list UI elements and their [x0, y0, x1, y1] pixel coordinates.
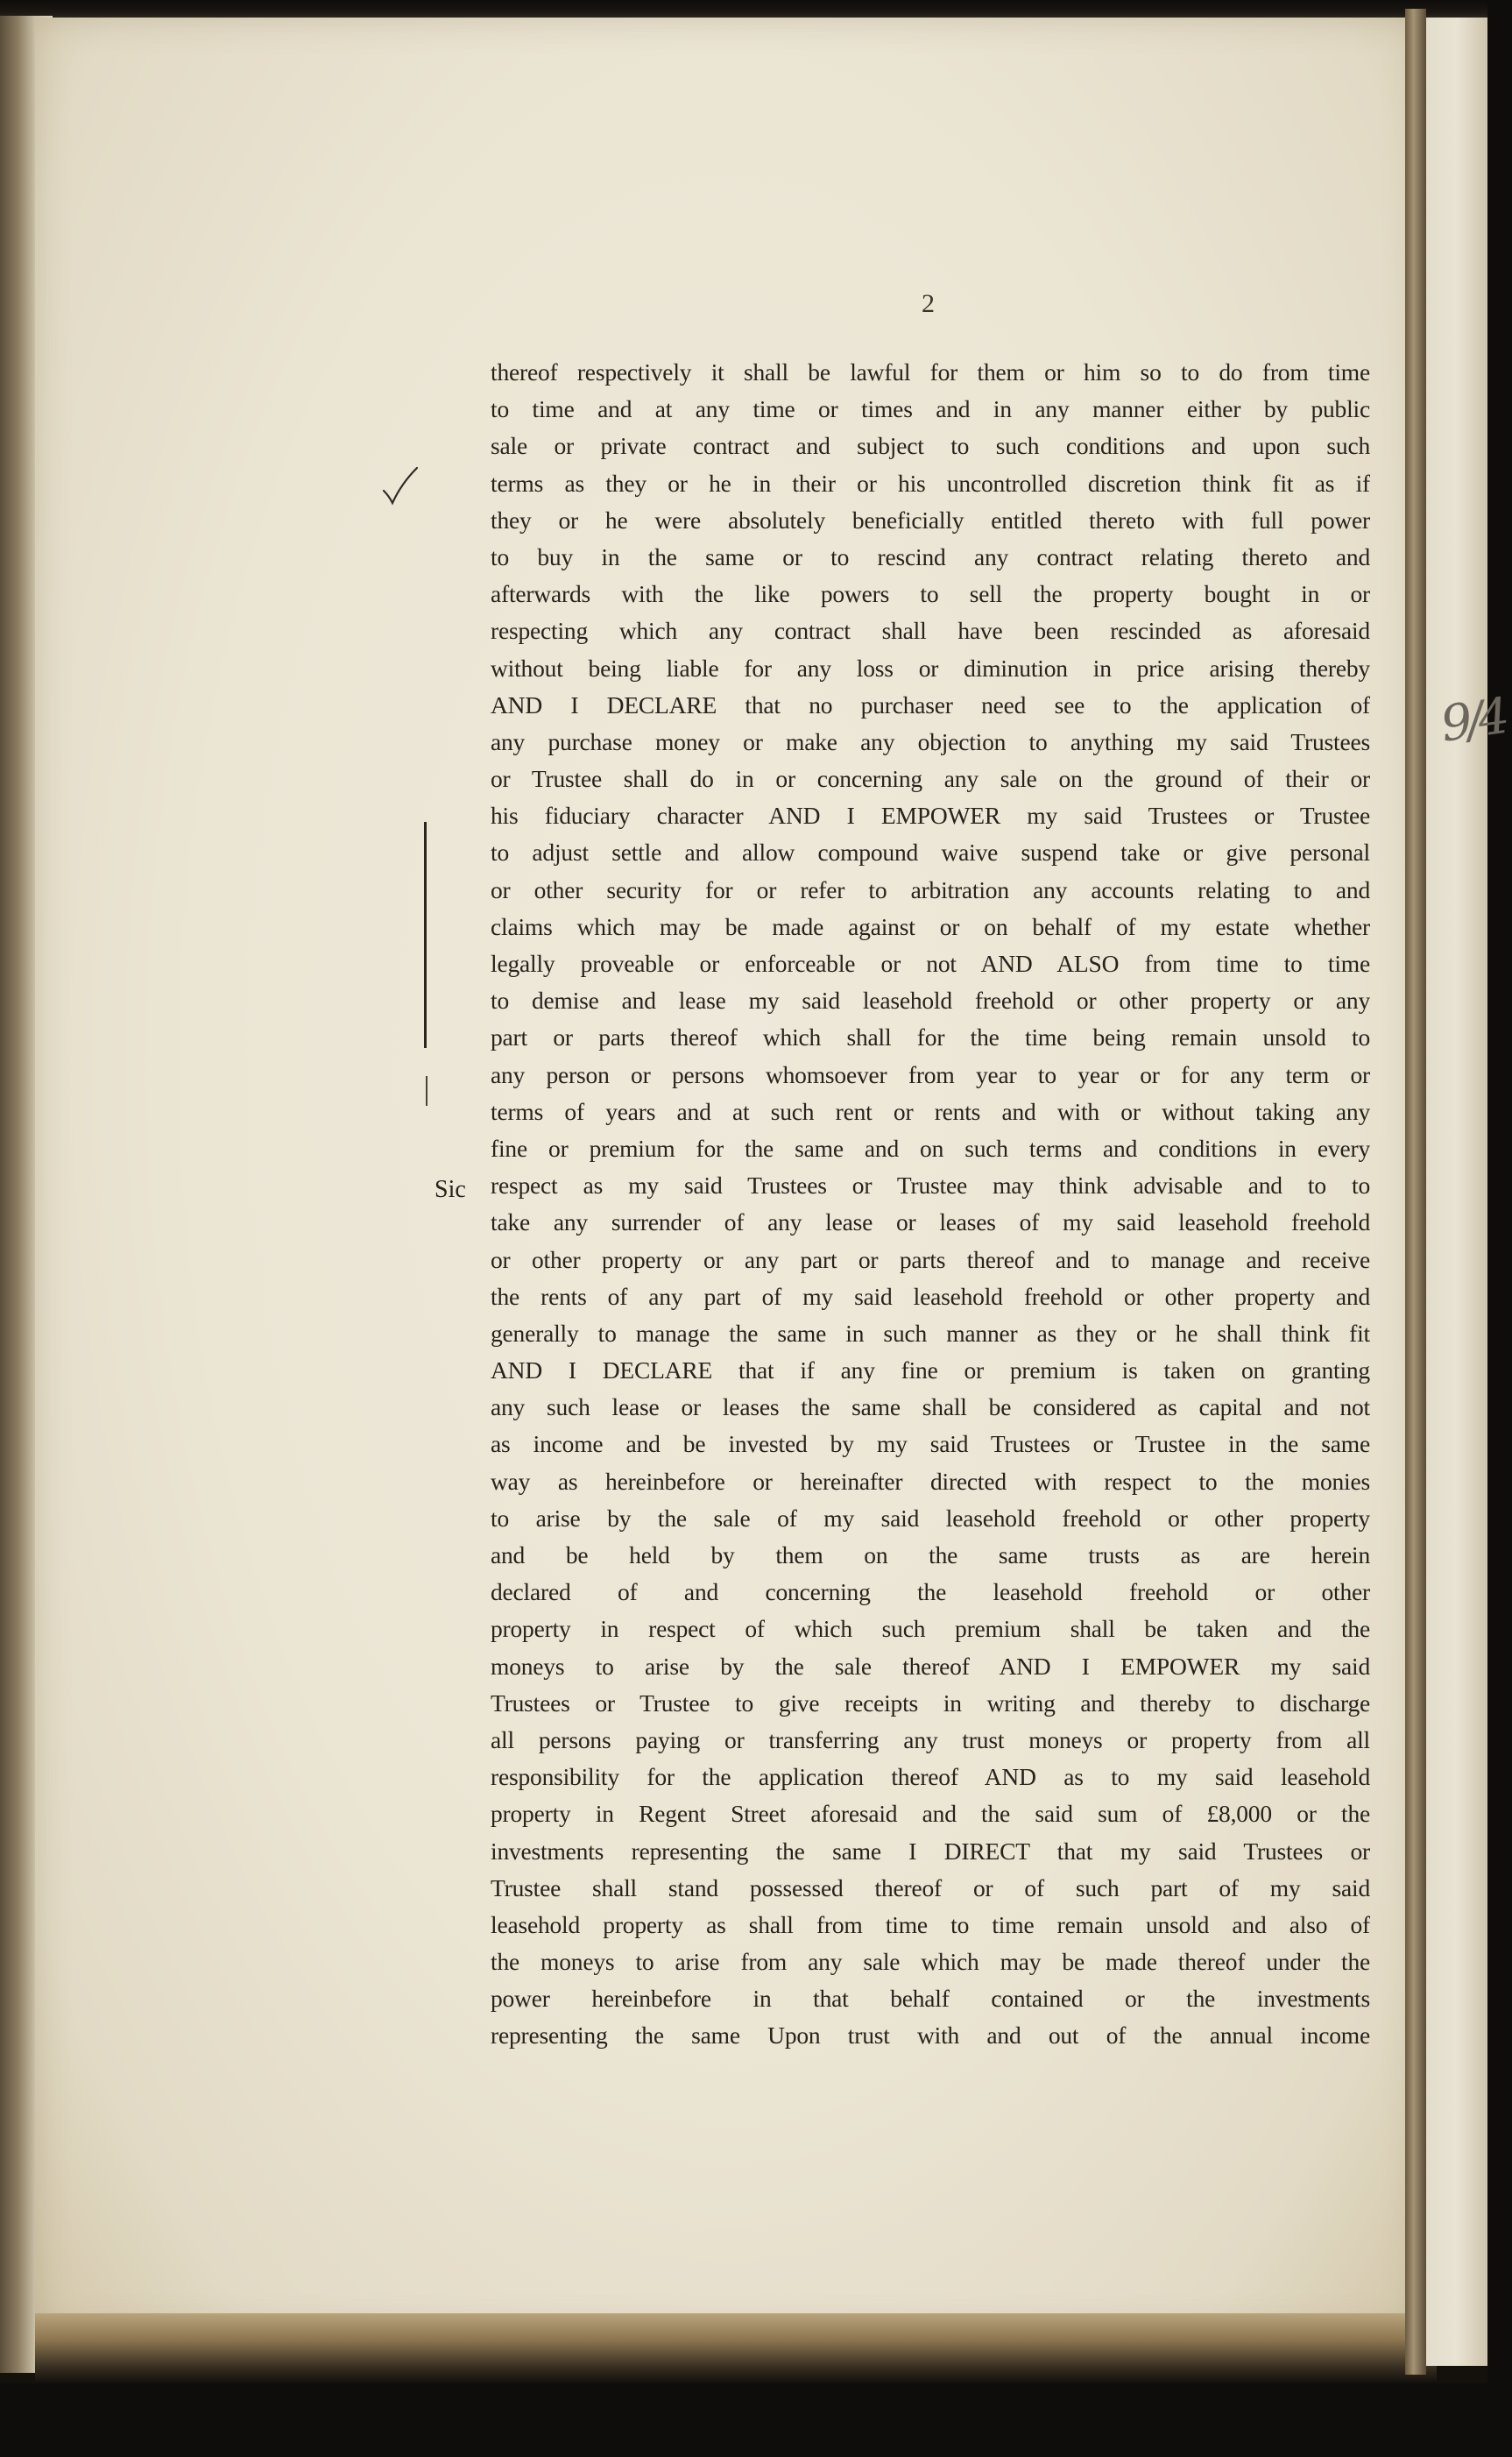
text-line: respecting which any contract shall have been rescinded as aforesaid: [491, 617, 1370, 645]
page-number: 2: [922, 289, 935, 318]
text-line: generally to manage the same in such manner as they or he shall think fit: [491, 1319, 1370, 1347]
scan-right-border: [1487, 0, 1512, 2457]
text-line: respect as my said Trustees or Trustee may think advisable and to to: [491, 1172, 1370, 1200]
text-line: to adjust settle and allow compound waive suspend take or give personal: [491, 839, 1370, 867]
text-line: terms of years and at such rent or rents and with or without taking any: [491, 1097, 1370, 1125]
text-line: or Trustee shall do in or concerning any sale on the ground of their or: [491, 765, 1370, 793]
scan-bottom-border: [0, 2383, 1512, 2457]
document-body-text: [491, 354, 1370, 2055]
text-line: property in Regent Street aforesaid and the said sum of £8,000 or the: [491, 1800, 1370, 1828]
margin-tick-mark: [426, 1076, 427, 1106]
text-line: responsibility for the application thereof AND as to my said leasehold: [491, 1763, 1370, 1791]
text-line: claims which may be made against or on behalf of my estate whether: [491, 912, 1370, 940]
text-line: any such lease or leases the same shall be considered as capital and not: [491, 1393, 1370, 1421]
text-line: moneys to arise by the sale thereof AND I EMPOWER my said: [491, 1652, 1370, 1680]
text-line: they or he were absolutely beneficially entitled thereto with full power: [491, 506, 1370, 534]
text-line: property in respect of which such premium shall be taken and the: [491, 1615, 1370, 1643]
text-line: terms as they or he in their or his uncontrolled discretion think fit as if: [491, 469, 1370, 497]
margin-note-sic: Sic: [435, 1176, 466, 1203]
text-line: sale or private contract and subject to such conditions and upon such: [491, 432, 1370, 460]
text-line: to demise and lease my said leasehold freehold or other property or any: [491, 987, 1370, 1015]
margin-vertical-line: [424, 822, 427, 1048]
text-line: investments representing the same I DIRECT that my said Trustees or: [491, 1837, 1370, 1865]
text-line: AND I DECLARE that if any fine or premium is taken on granting: [491, 1356, 1370, 1384]
text-line: take any surrender of any lease or leases of my said leasehold freehold: [491, 1208, 1370, 1236]
text-line: power hereinbefore in that behalf contained or the investments: [491, 1985, 1370, 2013]
text-line: all persons paying or transferring any trust moneys or property from all: [491, 1725, 1370, 1753]
text-line: Trustee shall stand possessed thereof or of such part of my said: [491, 1873, 1370, 1901]
text-line: to arise by the sale of my said leasehold freehold or other property: [491, 1504, 1370, 1532]
page-fore-edge: [1405, 9, 1426, 2375]
text-line: and be held by them on the same trusts as are herein: [491, 1541, 1370, 1568]
text-line: to buy in the same or to rescind any contract relating thereto and: [491, 542, 1370, 570]
text-line: any purchase money or make any objection to anything my said Trustees: [491, 727, 1370, 755]
text-line: without being liable for any loss or diminution in price arising thereby: [491, 654, 1370, 682]
next-page-edge: [1426, 18, 1487, 2366]
text-line: the moneys to arise from any sale which may be made thereof under the: [491, 1948, 1370, 1976]
text-line: his fiduciary character AND I EMPOWER my said Trustees or Trustee: [491, 802, 1370, 830]
text-line: thereof respectively it shall be lawful for them or him so to do from time: [491, 358, 1370, 386]
text-line: way as hereinbefore or hereinafter directed with respect to the monies: [491, 1467, 1370, 1495]
text-line: part or parts thereof which shall for the time being remain unsold to: [491, 1023, 1370, 1051]
text-line: legally proveable or enforceable or not AND ALSO from time to time: [491, 950, 1370, 977]
text-line: leasehold property as shall from time to time remain unsold and also of: [491, 1910, 1370, 1938]
text-line: to time and at any time or times and in any manner either by public: [491, 395, 1370, 423]
checkmark-icon: [377, 464, 420, 508]
text-line: declared of and concerning the leasehold freehold or other: [491, 1578, 1370, 1606]
text-line: Trustees or Trustee to give receipts in writing and thereby to discharge: [491, 1689, 1370, 1717]
text-line: or other property or any part or parts thereof and to manage and receive: [491, 1245, 1370, 1273]
text-line: the rents of any part of my said leasehold freehold or other property and: [491, 1282, 1370, 1310]
text-line: AND I DECLARE that no purchaser need see to the application of: [491, 690, 1370, 719]
text-line: representing the same Upon trust with and out of the annual income: [491, 2022, 1370, 2050]
text-line: or other security for or refer to arbitration any accounts relating to and: [491, 875, 1370, 903]
text-line: as income and be invested by my said Trustees or Trustee in the same: [491, 1430, 1370, 1458]
text-line: fine or premium for the same and on such terms and conditions in every: [491, 1134, 1370, 1162]
text-line: afterwards with the like powers to sell the property bought in or: [491, 580, 1370, 608]
pencil-folio-note: 9/4: [1437, 688, 1508, 754]
text-line: any person or persons whomsoever from year to year or for any term or: [491, 1060, 1370, 1088]
page-bottom-edge: [35, 2313, 1437, 2383]
